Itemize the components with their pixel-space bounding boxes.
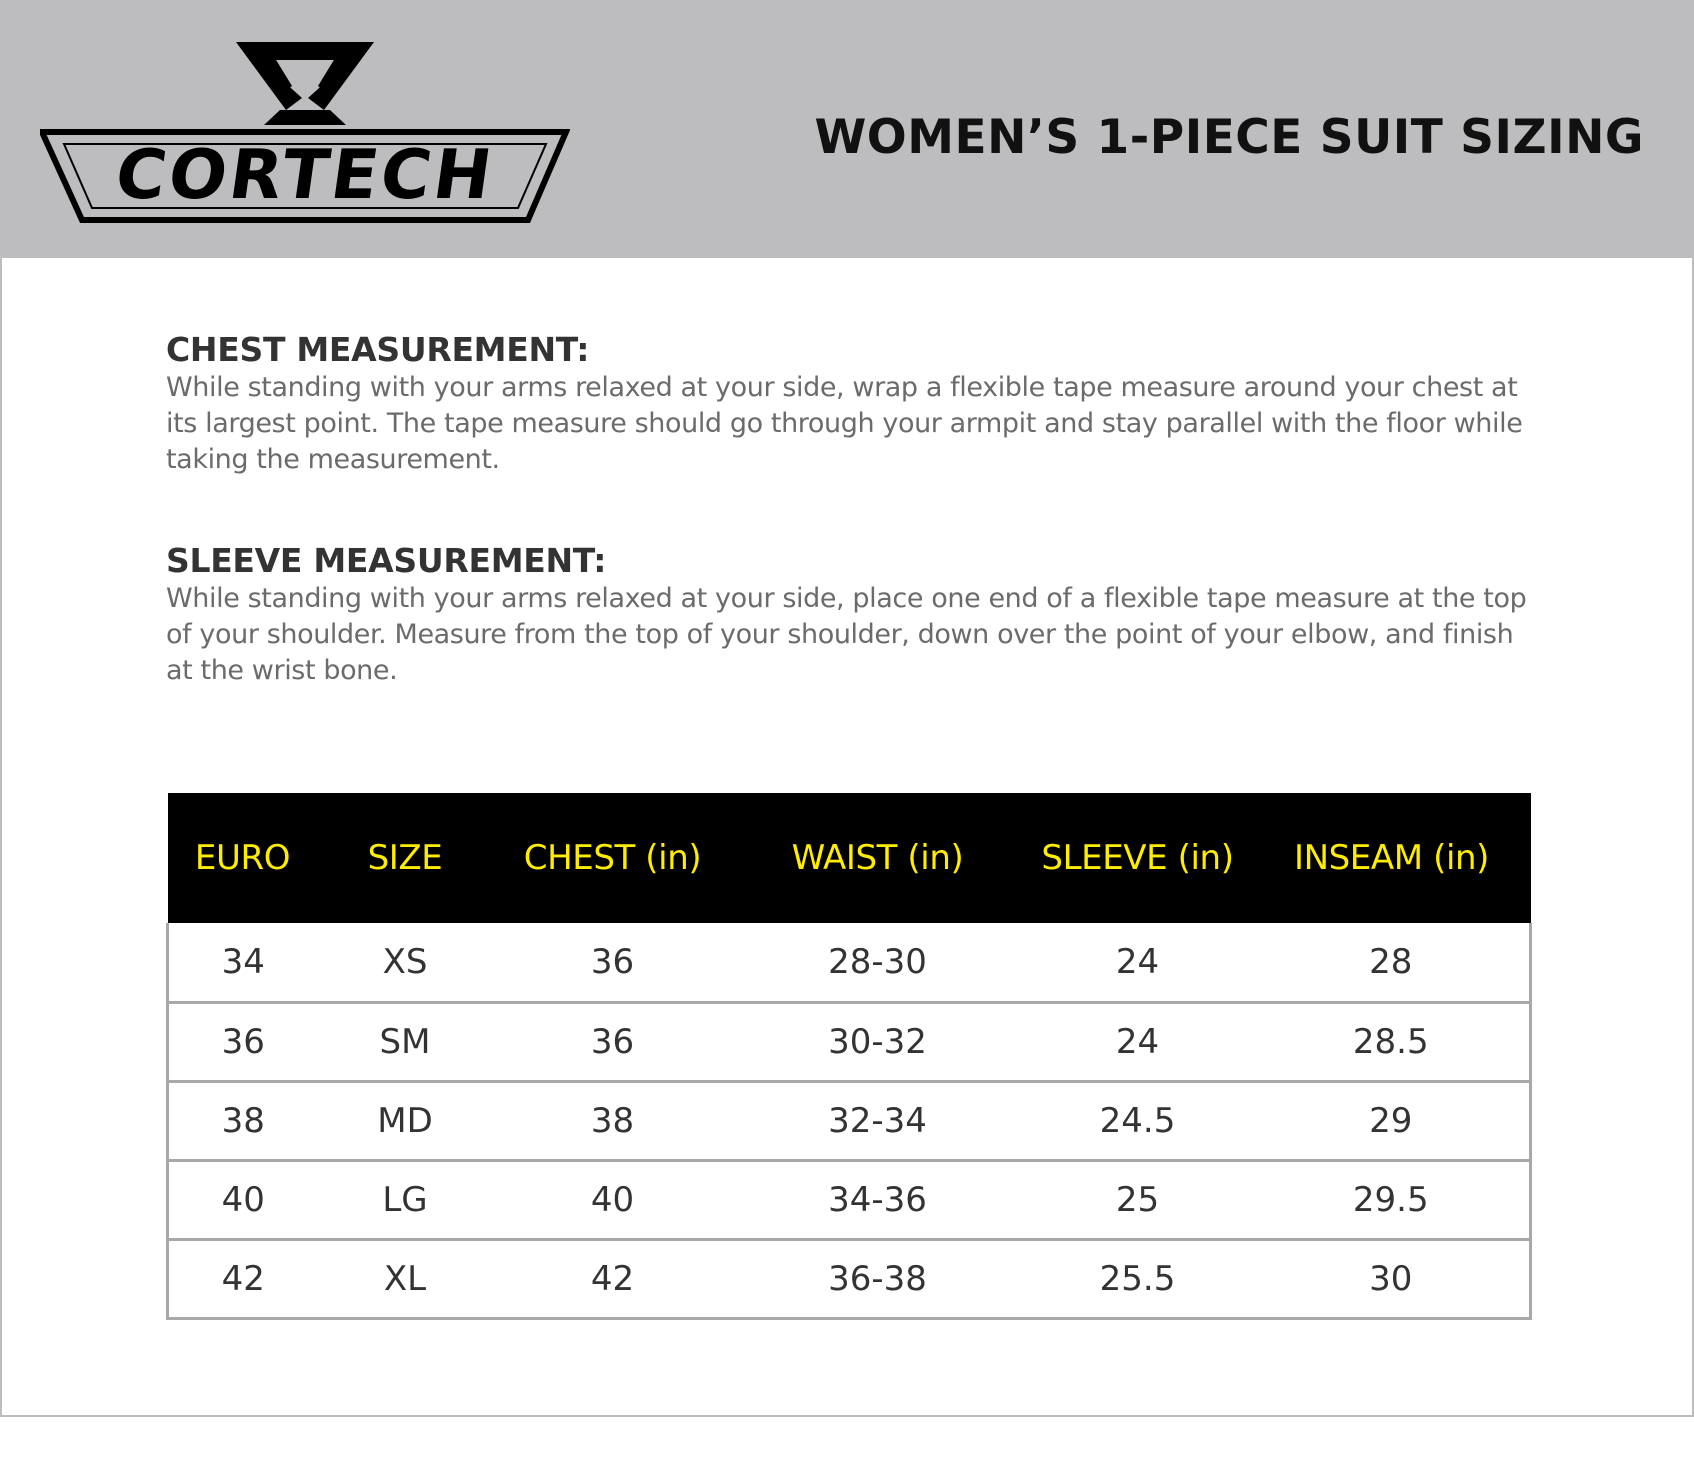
table-cell-chest: 40 <box>493 1160 733 1239</box>
table-row <box>168 1002 1531 1081</box>
table-cell-chest: 36 <box>493 1002 733 1081</box>
column-header-euro: EURO <box>194 838 291 878</box>
table-cell-inseam: 29 <box>1253 1081 1531 1160</box>
table-cell-chest: 36 <box>493 923 733 1002</box>
header-banner <box>0 0 1694 258</box>
table-row <box>168 1081 1531 1160</box>
column-header-size: SIZE <box>367 838 443 878</box>
sleeve-measurement-heading: SLEEVE MEASUREMENT: <box>166 541 607 580</box>
table-cell-size: SM <box>318 1002 493 1081</box>
table-cell-euro: 34 <box>168 923 318 1002</box>
size-chart-table <box>166 793 1532 1320</box>
table-cell-size: XS <box>318 923 493 1002</box>
table-cell-sleeve: 24.5 <box>1023 1081 1253 1160</box>
table-header-row <box>168 793 1531 923</box>
sleeve-measurement-text: While standing with your arms relaxed at your side, place one end of a flexible tape measure at the top of your shoulder. Measure from the top of your shoulder, down over the point of your elbow, and finish at the wrist bone. <box>166 583 1527 686</box>
table-cell-euro: 40 <box>168 1160 318 1239</box>
table-cell-inseam: 30 <box>1253 1239 1531 1318</box>
column-header-inseam: INSEAM (in) <box>1293 838 1490 878</box>
table-row <box>168 1160 1531 1239</box>
table-cell-waist: 28-30 <box>733 923 1023 1002</box>
column-header-sleeve: SLEEVE (in) <box>1041 838 1234 878</box>
table-cell-inseam: 28 <box>1253 923 1531 1002</box>
chest-measurement-section <box>166 330 1536 478</box>
table-cell-euro: 38 <box>168 1081 318 1160</box>
table-cell-waist: 30-32 <box>733 1002 1023 1081</box>
table-cell-sleeve: 24 <box>1023 1002 1253 1081</box>
cortech-logo <box>40 40 570 225</box>
table-cell-size: XL <box>318 1239 493 1318</box>
chest-measurement-heading: CHEST MEASUREMENT: <box>166 330 590 369</box>
column-header-waist: WAIST (in) <box>791 838 964 878</box>
table-cell-euro: 36 <box>168 1002 318 1081</box>
table-cell-waist: 32-34 <box>733 1081 1023 1160</box>
table-cell-inseam: 29.5 <box>1253 1160 1531 1239</box>
table-cell-chest: 38 <box>493 1081 733 1160</box>
table-cell-waist: 34-36 <box>733 1160 1023 1239</box>
table-cell-chest: 42 <box>493 1239 733 1318</box>
table-cell-inseam: 28.5 <box>1253 1002 1531 1081</box>
page-title: WOMEN’S 1-PIECE SUIT SIZING <box>814 110 1644 165</box>
sleeve-measurement-section <box>166 541 1536 689</box>
table-cell-size: MD <box>318 1081 493 1160</box>
table-cell-sleeve: 24 <box>1023 923 1253 1002</box>
table-cell-sleeve: 25 <box>1023 1160 1253 1239</box>
table-cell-euro: 42 <box>168 1239 318 1318</box>
table-cell-sleeve: 25.5 <box>1023 1239 1253 1318</box>
column-header-chest: CHEST (in) <box>523 838 702 878</box>
table-row <box>168 923 1531 1002</box>
chest-measurement-text: While standing with your arms relaxed at your side, wrap a flexible tape measure around your chest at its largest point. The tape measure should go through your armpit and stay parallel with the floor while taking the measurement. <box>166 372 1523 475</box>
cortech-mark-icon <box>236 42 374 125</box>
table-cell-waist: 36-38 <box>733 1239 1023 1318</box>
svg-text:CORTECH: CORTECH <box>110 136 500 215</box>
table-row <box>168 1239 1531 1318</box>
table-cell-size: LG <box>318 1160 493 1239</box>
